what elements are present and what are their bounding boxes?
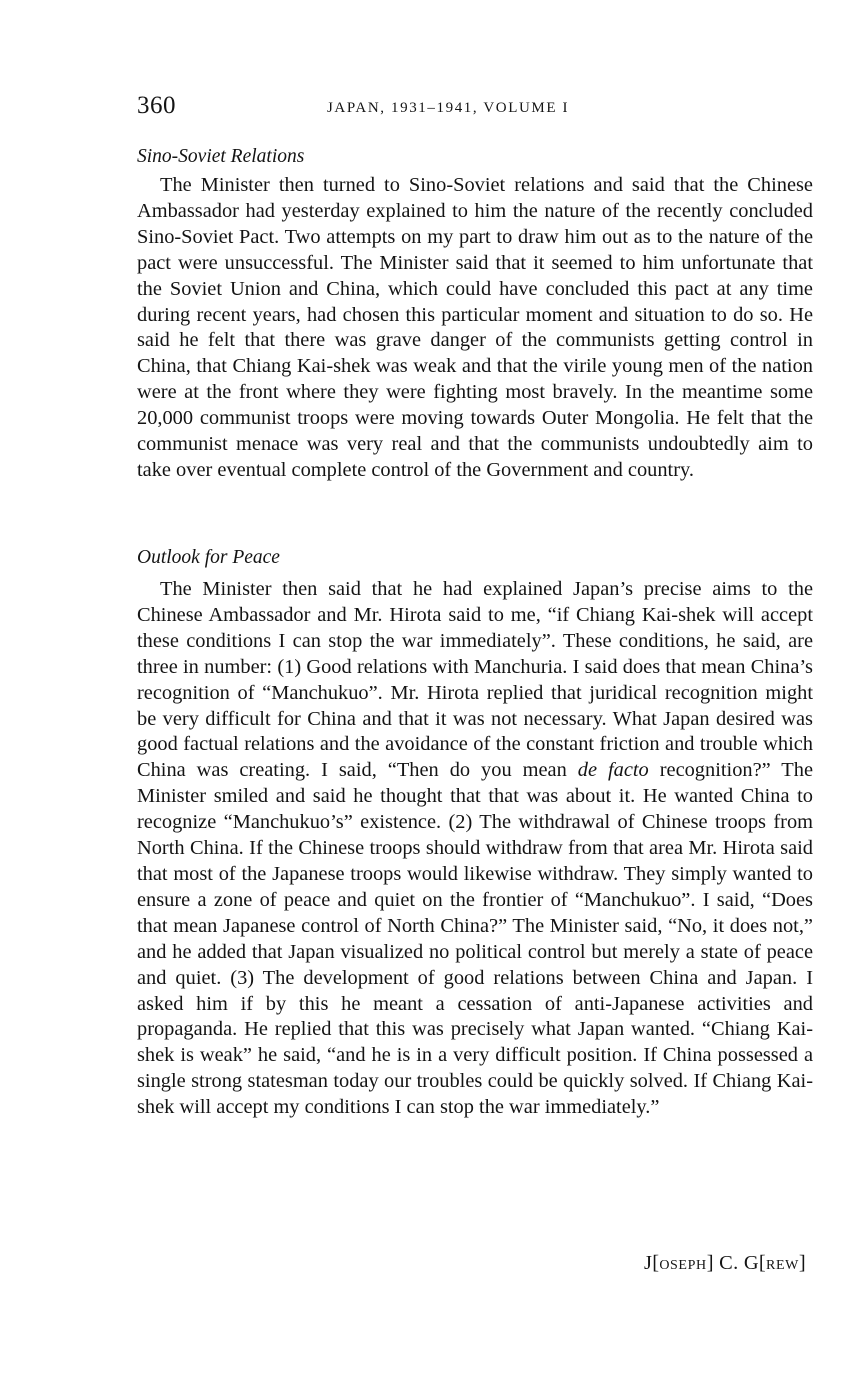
signature-bracket: ] — [798, 1252, 806, 1274]
signature-bracket: ] — [706, 1252, 714, 1274]
section-heading-sino-soviet: Sino-Soviet Relations — [137, 146, 305, 167]
paragraph-outlook-part-1: The Minister then said that he had explained Japan’s precise aims to the Chinese Ambassador and Mr. Hirota said to me, “if Chiang Kai-shek will accept these conditions I can stop the war immediately”. These conditions, he said, are three in number: (1) Good relations with Manchuria. I said does that mean China’s recognition of “Manchukuo”. Mr. Hirota replied that juridical recognition might be very difficult for China and that it was not necessary. What Japan desired was good factual relations and the avoidance of the constant friction and trouble which China was creating. I said, “Then do you mean — [137, 578, 813, 782]
section-heading-outlook: Outlook for Peace — [137, 547, 280, 568]
paragraph-sino-soviet: The Minister then turned to Sino-Soviet relations and said that the Chinese Ambassador had yesterday explained to him the nature of the recently concluded Sino-Soviet Pact. Two attempts on my part to draw him out as to the nature of the pact were unsuccessful. The Minister said that it seemed to him unfortunate that the Soviet Union and China, which could have concluded this pact at any time during recent years, had chosen this particular moment and situation to do so. He said he felt that there was grave danger of the communists getting control in China, that Chiang Kai-shek was weak and that the virile young men of the nation were at the front where they were fighting most bravely. In the meantime some 20,000 communist troops were moving towards Outer Mongolia. He felt that the communist menace was very real and that the communists undoubtedly aim to take over eventual complete control of the Government and country. — [137, 174, 813, 481]
signature-initial-j: J — [643, 1252, 653, 1274]
signature-last-name: REW — [766, 1258, 799, 1273]
page-number: 360 — [137, 92, 176, 119]
paragraph-outlook — [137, 577, 813, 1121]
running-head: JAPAN, 1931–1941, VOLUME I — [327, 100, 570, 116]
signature-bracket: [ — [758, 1252, 766, 1274]
italic-phrase: de facto — [577, 759, 649, 782]
signature-middle: C. G — [713, 1252, 759, 1274]
paragraph-outlook-part-2: recognition?” The Minister smiled and said he thought that that was about it. He wanted China to recognize “Manchukuo’s” existence. (2) The withdrawal of Chinese troops from North China. If the Chinese troops should withdraw from that area Mr. Hirota said that most of the Japanese troops would likewise withdraw. They simply wanted to ensure a zone of peace and quiet on the frontier of “Manchukuo”. I said, “Does that mean Japanese control of North China?” The Minister said, “No, it does not,” and he added that Japan visualized no political control but merely a state of peace and quiet. (3) The development of good relations between China and Japan. I asked him if by this he meant a cessation of anti-Japanese activities and propaganda. He replied that this was precisely what Japan wanted. “Chiang Kai-shek is weak” he said, “and he is in a very difficult position. If China possessed a single strong statesman today our troubles could be quickly solved. If Chiang Kai-shek will accept my conditions I can stop the war immediately.” — [137, 759, 813, 1119]
signature-first-name: OSEPH — [659, 1258, 707, 1273]
page-header — [137, 92, 813, 132]
signature-bracket: [ — [652, 1252, 660, 1274]
signature — [644, 1252, 806, 1275]
